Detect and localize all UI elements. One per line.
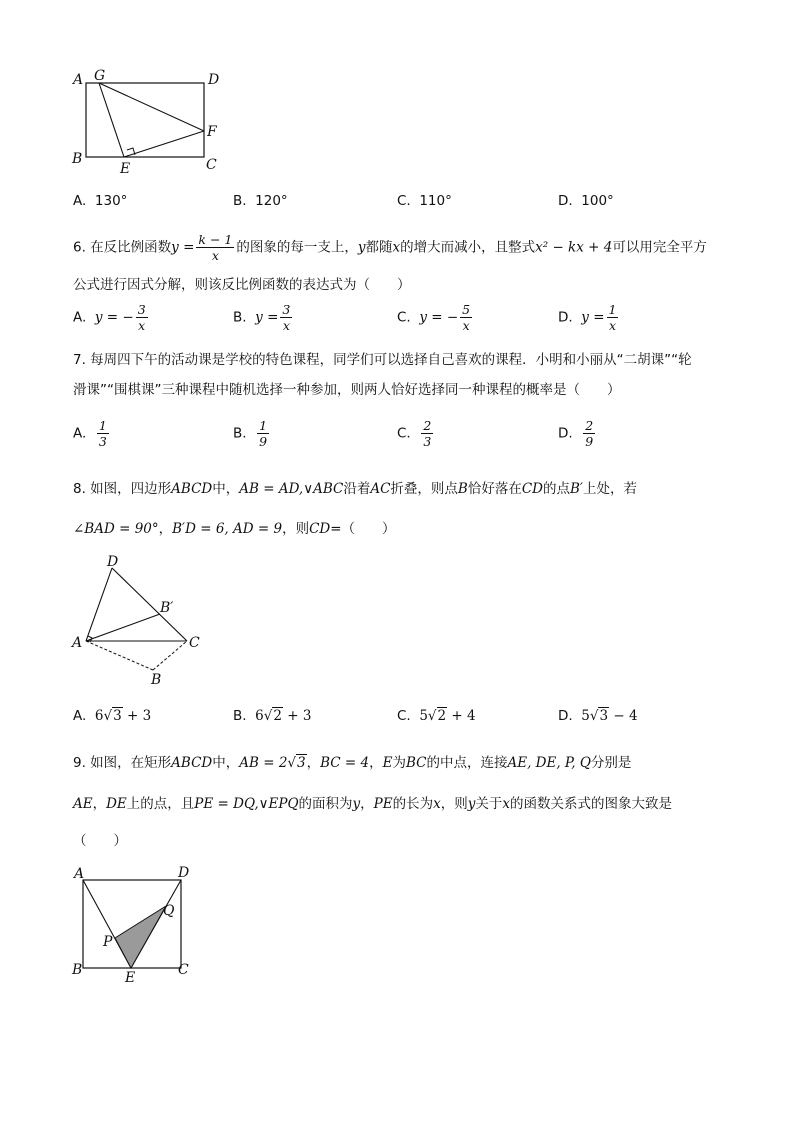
q5-option-d: D. 100° [558, 193, 614, 209]
q9-label-q: Q [163, 903, 175, 919]
q9-label-e: E [125, 970, 136, 985]
q8-label-a: A [72, 635, 83, 651]
q5-label-e: E [120, 161, 131, 177]
q9-line2: AE，DE上的点，且PE = DQ,∨EPQ的面积为y，PE的长为x，则y关于x的函数关系式的图象大致是 [73, 796, 673, 812]
q5-option-c: C. 110° [397, 193, 452, 209]
q5-rectangle [86, 83, 204, 157]
q8-line-dc [112, 568, 187, 641]
q8-line1: 8. 如图，四边形ABCD中，AB = AD,∨ABC沿着AC折叠，则点B恰好落在CD的点B′上处，若 [73, 481, 637, 497]
q9-shaded-triangle-epq [115, 906, 166, 968]
q8-option-b: B. 6√2 + 3 [233, 708, 312, 724]
q8-label-bp: B′ [160, 600, 174, 616]
q8-line-abp [86, 614, 160, 641]
q8-option-d: D. 5√3 − 4 [558, 708, 638, 724]
q6-line2: 公式进行因式分解，则该反比例函数的表达式为（ ） [73, 277, 411, 293]
q5-label-a: A [73, 72, 84, 88]
q7-line1: 7. 每周四下午的活动课是学校的特色课程，同学们可以选择自己喜欢的课程．小明和小丽从“二胡课”“轮 [73, 352, 692, 368]
q5-line-ge [99, 83, 124, 157]
q9-line3: （ ） [73, 833, 127, 849]
q5-label-g: G [94, 68, 106, 84]
q6-option-a: A. y = − $\frac{3}{x}$ [73, 302, 146, 333]
q9-label-p: P [103, 934, 113, 950]
q8-line-ab-dashed [86, 641, 153, 670]
q5-option-a: A. 130° [73, 193, 128, 209]
q9-label-d: D [178, 865, 190, 881]
q5-option-b: B. 120° [233, 193, 288, 209]
q8-option-c: C. 5√2 + 4 [397, 708, 476, 724]
q9-label-b: B [72, 962, 83, 978]
q8-label-d: D [107, 554, 119, 570]
q6-line1: 6. 在反比例函数y = $\frac{k - 1}{x}$ 的图象的每一支上，y都随x的增大而减小，且整式x² − kx + 4可以用完全平方 [73, 232, 707, 263]
q8-line-bc-dashed [153, 641, 187, 670]
q5-label-d: D [208, 72, 220, 88]
q8-line-ad [86, 568, 112, 641]
q6-option-c: C. y = − $\frac{5}{x}$ [397, 302, 471, 333]
q5-label-c: C [206, 157, 217, 173]
q5-label-f: F [207, 124, 217, 140]
q6-option-d: D. y = $\frac{1}{x}$ [558, 302, 617, 333]
q9-figure [66, 860, 196, 985]
q8-figure [66, 552, 216, 692]
q7-option-b: B. $\frac{1}{9}$ [233, 418, 268, 449]
q6-fraction: $\frac{k - 1}{x}$ [198, 232, 233, 263]
q8-option-a: A. 6√3 + 3 [73, 708, 152, 724]
q7-line2: 滑课”“围棋课”三种课程中随机选择一种参加，则两人恰好选择同一种课程的概率是（ ） [73, 382, 621, 398]
q8-label-c: C [189, 635, 200, 651]
q8-line2: ∠BAD = 90°，B′D = 6, AD = 9，则CD=（ ） [73, 521, 396, 537]
q5-line-gf [99, 83, 204, 131]
q5-figure [66, 66, 236, 178]
q5-label-b: B [72, 151, 83, 167]
q9-line1: 9. 如图，在矩形ABCD中，AB = 2√3，BC = 4，E为BC的中点，连接AE, DE, P, Q分别是 [73, 755, 632, 771]
q7-option-a: A. $\frac{1}{3}$ [73, 418, 107, 449]
q5-line-ef [124, 131, 204, 157]
q8-label-b: B [151, 672, 162, 688]
q7-option-d: D. $\frac{2}{9}$ [558, 418, 594, 449]
q9-label-a: A [74, 866, 85, 882]
q9-label-c: C [178, 962, 189, 978]
q7-option-c: C. $\frac{2}{3}$ [397, 418, 432, 449]
q6-option-b: B. y = $\frac{3}{x}$ [233, 302, 291, 333]
